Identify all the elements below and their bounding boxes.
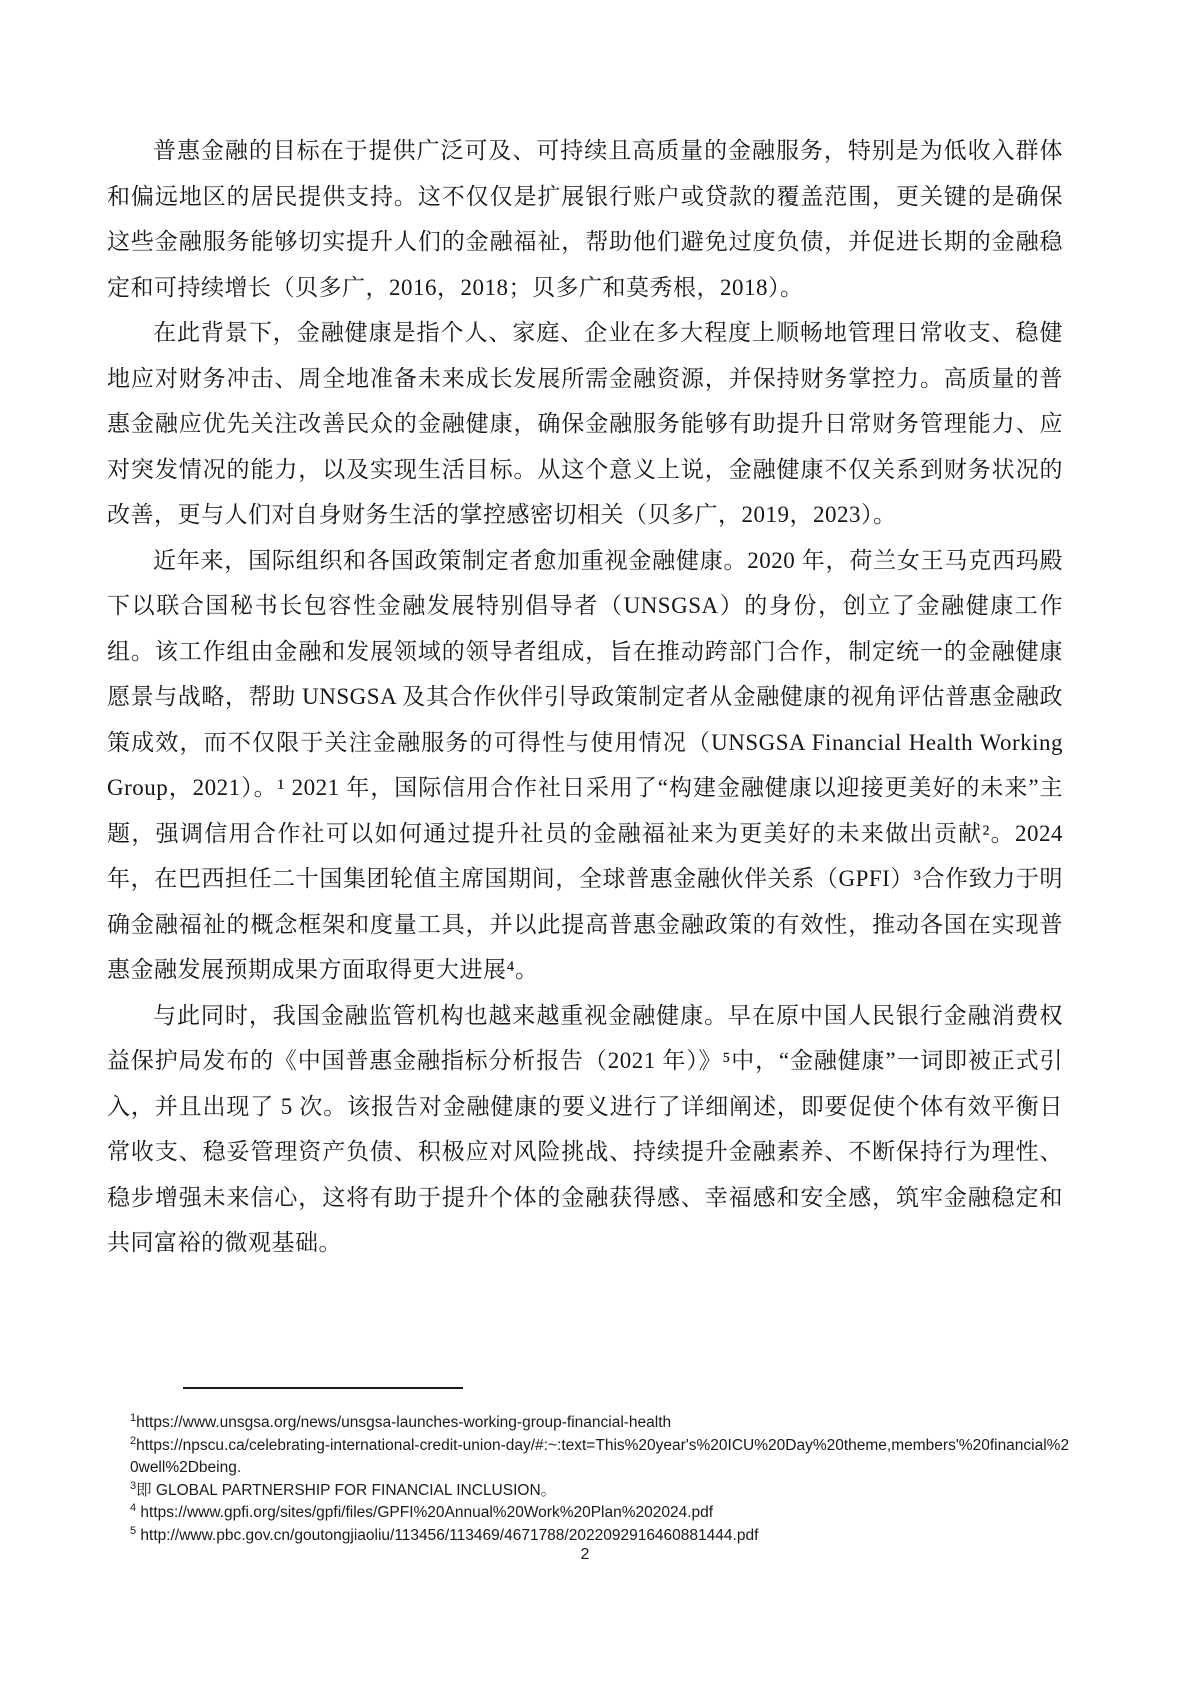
footnote-text: 即 GLOBAL PARTNERSHIP FOR FINANCIAL INCLUSION。 <box>136 1481 557 1499</box>
footnote-marker: 5 <box>130 1524 137 1537</box>
footnotes-section <box>130 1412 1070 1547</box>
body-paragraph-1: 普惠金融的目标在于提供广泛可及、可持续且高质量的金融服务，特别是为低收入群体和偏远地区的居民提供支持。这不仅仅是扩展银行账户或贷款的覆盖范围，更关键的是确保这些金融服务能够切实提升人们的金融福祉，帮助他们避免过度负债，并促进长期的金融稳定和可持续增长（贝多广，2016，2018；贝多广和莫秀根，2018）。 <box>107 138 1063 300</box>
footnote-text: https://www.gpfi.org/sites/gpfi/files/GPFI%20Annual%20Work%20Plan%202024.pdf <box>136 1504 714 1521</box>
footnote-marker: 4 <box>130 1501 137 1514</box>
body-paragraph-2: 在此背景下，金融健康是指个人、家庭、企业在多大程度上顺畅地管理日常收支、稳健地应对财务冲击、周全地准备未来成长发展所需金融资源，并保持财务掌控力。高质量的普惠金融应优先关注改善民众的金融健康，确保金融服务能够有助提升日常财务管理能力、应对突发情况的能力，以及实现生活目标。从这个意义上说，金融健康不仅关系到财务状况的改善，更与人们对自身财务生活的掌控感密切相关（贝多广，2019，2023）。 <box>107 320 1063 527</box>
footnote-item <box>130 1502 1070 1525</box>
footnote-text: https://www.unsgsa.org/news/unsgsa-launches-working-group-financial-health <box>136 1414 672 1431</box>
footnote-marker: 3 <box>130 1479 137 1492</box>
footnote-text: https://npscu.ca/celebrating-international-credit-union-day/#:~:text=This%20year's%20ICU%20Day%20theme,members'%20financial%20well%2Dbeing. <box>130 1436 1070 1476</box>
footnote-text: http://www.pbc.gov.cn/goutongjiaoliu/113456/113469/4671788/2022092916460881444.pdf <box>136 1526 759 1544</box>
footnote-separator <box>183 1387 463 1389</box>
body-paragraph-3: 近年来，国际组织和各国政策制定者愈加重视金融健康。2020 年，荷兰女王马克西玛殿下以联合国秘书长包容性金融发展特别倡导者（UNSGSA）的身份，创立了金融健康工作组。该工作组由金融和发展领域的领导者组成，旨在推动跨部门合作，制定统一的金融健康愿景与战略，帮助 UNSGSA 及其合作伙伴引导政策制定者从金融健康的视角评估普惠金融政策成效，而不仅限于关注金融服务的可得性与使用情况（UNSGSA Financial Health Working Group，2021）。¹ 2021 年，国际信用合作社日采用了“构建金融健康以迎接更美好的未来”主题，强调信用合作社可以如何通过提升社员的金融福祉来为更美好的未来做出贡献²。2024 年，在巴西担任二十国集团轮值主席国期间，全球普惠金融伙伴关系（GPFI）³合作致力于明确金融福祉的概念框架和度量工具，并以此提高普惠金融政策的有效性，推动各国在实现普惠金融发展预期成果方面取得更大进展⁴。 <box>107 547 1063 982</box>
footnote-marker: 1 <box>130 1411 137 1424</box>
document-body <box>107 128 1063 1266</box>
footnote-item <box>130 1412 1070 1435</box>
page-number: 2 <box>580 1546 590 1563</box>
footnote-item <box>130 1525 1070 1548</box>
body-paragraph-4: 与此同时，我国金融监管机构也越来越重视金融健康。早在原中国人民银行金融消费权益保护局发布的《中国普惠金融指标分析报告（2021 年）》⁵中，“金融健康”一词即被正式引入，并且出现了 5 次。该报告对金融健康的要义进行了详细阐述，即要促使个体有效平衡日常收支、稳妥管理资产负债、积极应对风险挑战、持续提升金融素养、不断保持行为理性、稳步增强未来信心，这将有助于提升个体的金融获得感、幸福感和安全感，筑牢金融稳定和共同富裕的微观基础。 <box>107 1002 1063 1255</box>
footnote-marker: 2 <box>130 1434 137 1447</box>
footnote-item <box>130 1435 1070 1480</box>
footnote-item <box>130 1480 1070 1503</box>
